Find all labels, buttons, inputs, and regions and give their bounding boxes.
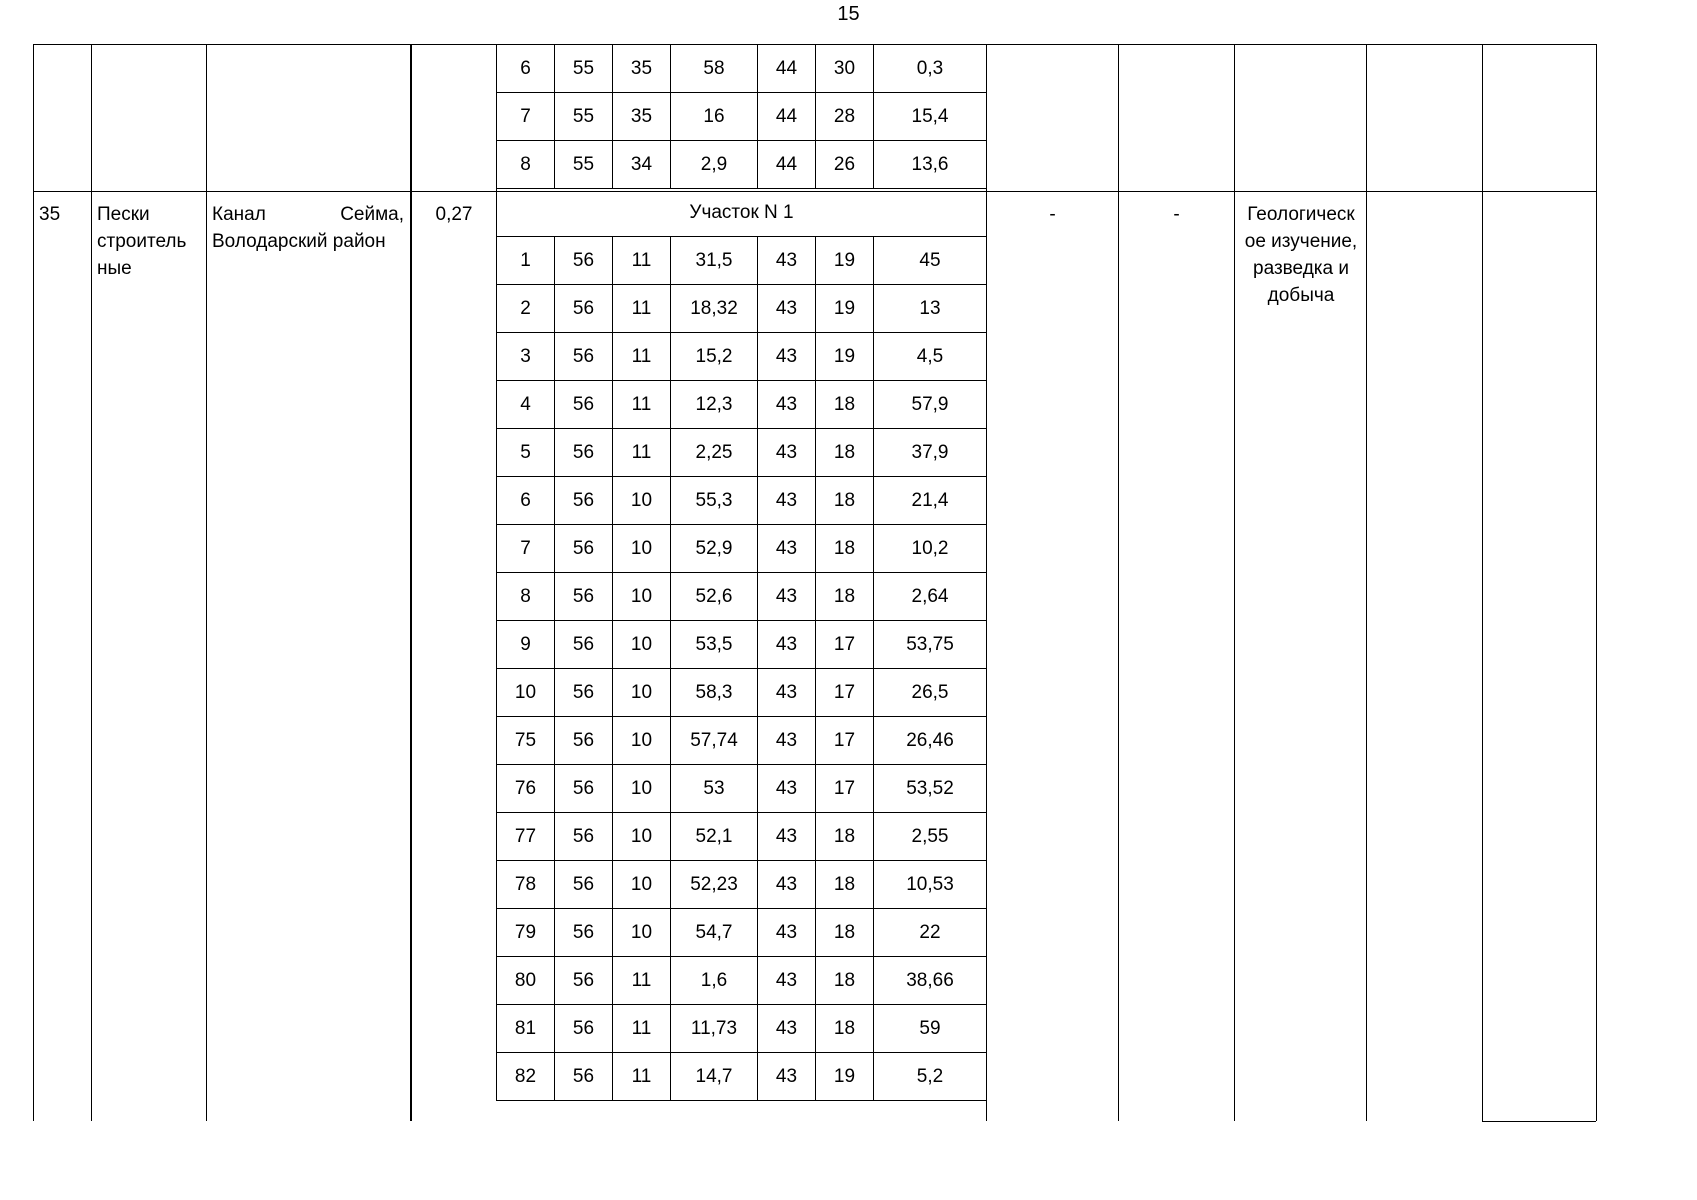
table-cell: 45 [874,237,987,285]
table-cell: 10 [613,621,671,669]
table-cell: 44 [758,45,816,93]
table-cell: 9 [497,621,555,669]
col-divider [33,44,34,1121]
table-cell: 56 [555,957,613,1005]
table-cell: 57,9 [874,381,987,429]
location-word-1: Канал [212,204,266,225]
table-cell: 11 [613,381,671,429]
table-cell: 75 [497,717,555,765]
table-cell: 43 [758,813,816,861]
table-cell: 26 [816,141,874,189]
table-cell: 11 [613,285,671,333]
table-row [497,93,987,141]
table-row [497,429,987,477]
table-cell: 2,25 [671,429,758,477]
table-cell: 10 [613,477,671,525]
area-value: 0,27 [435,204,473,225]
table-row [497,813,987,861]
table-cell: 43 [758,381,816,429]
table-cell: 77 [497,813,555,861]
table-cell: 18 [816,1005,874,1053]
table-cell: 56 [555,333,613,381]
table-cell: 53 [671,765,758,813]
table-cell: 2,55 [874,813,987,861]
table-cell: 10 [613,573,671,621]
table-cell: 30 [816,45,874,93]
table-cell: 56 [555,429,613,477]
table-cell: 8 [497,141,555,189]
table-cell: 43 [758,909,816,957]
col-a-value: - [1049,204,1056,225]
coordinates-table [496,44,987,1101]
table-cell: 18,32 [671,285,758,333]
col-divider [1234,44,1235,1121]
table-cell: 11 [613,333,671,381]
table-cell: 76 [497,765,555,813]
table-row [497,669,987,717]
table-cell: 81 [497,1005,555,1053]
table-cell: 18 [816,573,874,621]
table-cell: 58 [671,45,758,93]
table-cell: 34 [613,141,671,189]
table-cell: 5 [497,429,555,477]
table-cell: 10 [613,861,671,909]
table-cell: 56 [555,861,613,909]
table-row [497,381,987,429]
last-column-bottom [1482,1121,1596,1122]
table-cell: 18 [816,861,874,909]
table-row [497,1053,987,1101]
table-cell: 10 [613,717,671,765]
table-cell: 19 [816,333,874,381]
table-row [497,285,987,333]
table-row [497,717,987,765]
table-cell: 56 [555,237,613,285]
table-cell: 19 [816,1053,874,1101]
table-cell: 14,7 [671,1053,758,1101]
table-row [497,1005,987,1053]
table-cell: 15,2 [671,333,758,381]
table-cell: 3 [497,333,555,381]
col-divider [1482,44,1483,1121]
col-divider [1596,44,1597,1121]
table-cell: 56 [555,525,613,573]
table-cell: 43 [758,765,816,813]
table-cell: 56 [555,765,613,813]
col-b-value: - [1173,204,1180,225]
table-cell: 17 [816,765,874,813]
table-row [497,477,987,525]
table-row [497,621,987,669]
table-cell: 5,2 [874,1053,987,1101]
table-cell: 35 [613,45,671,93]
table-cell: 78 [497,861,555,909]
plot-title-row [497,189,987,237]
table-cell: 26,46 [874,717,987,765]
table-cell: 2 [497,285,555,333]
table-cell: 35 [613,93,671,141]
table-cell: 43 [758,237,816,285]
table-cell: 57,74 [671,717,758,765]
table-cell: 56 [555,909,613,957]
table-cell: 6 [497,477,555,525]
table-cell: 56 [555,669,613,717]
table-cell: 54,7 [671,909,758,957]
table-cell: 37,9 [874,429,987,477]
table-cell: 17 [816,669,874,717]
table-cell: 43 [758,957,816,1005]
location-word-2: Сейма, [340,204,404,225]
table-cell: 10 [613,765,671,813]
table-cell: 31,5 [671,237,758,285]
table-cell: 10,53 [874,861,987,909]
table-cell: 43 [758,621,816,669]
table-cell: 38,66 [874,957,987,1005]
table-cell: 44 [758,93,816,141]
table-cell: 6 [497,45,555,93]
table-cell: 10 [613,813,671,861]
table-cell: 55 [555,141,613,189]
table-cell: 11,73 [671,1005,758,1053]
table-cell: 11 [613,957,671,1005]
table-cell: 2,9 [671,141,758,189]
table-cell: 52,9 [671,525,758,573]
table-cell: 10 [497,669,555,717]
table-row [497,765,987,813]
table-cell: 43 [758,333,816,381]
table-cell: 19 [816,285,874,333]
table-cell: 53,75 [874,621,987,669]
table-row [497,333,987,381]
table-cell: 43 [758,525,816,573]
record-number: 35 [39,204,61,225]
table-cell: 10 [613,669,671,717]
table-row [497,573,987,621]
table-cell: 28 [816,93,874,141]
table-cell: 55 [555,93,613,141]
table-cell: 13 [874,285,987,333]
table-cell: 15,4 [874,93,987,141]
table-cell: 11 [613,237,671,285]
table-cell: 21,4 [874,477,987,525]
table-row [497,141,987,189]
table-cell: 10 [613,909,671,957]
table-cell: 1,6 [671,957,758,1005]
table-cell: 82 [497,1053,555,1101]
col-divider [91,44,92,1121]
table-cell: 18 [816,477,874,525]
table-cell: 4,5 [874,333,987,381]
table-cell: 13,6 [874,141,987,189]
table-cell: 18 [816,909,874,957]
location-district: Володарский район [212,231,386,252]
table-cell: 43 [758,1005,816,1053]
table-cell: 52,6 [671,573,758,621]
table-cell: 56 [555,813,613,861]
table-cell: 80 [497,957,555,1005]
table-cell: 79 [497,909,555,957]
page-number: 15 [837,3,860,25]
table-row [497,45,987,93]
table-cell: 11 [613,429,671,477]
table-cell: 8 [497,573,555,621]
table-cell: 56 [555,1005,613,1053]
table-row [497,861,987,909]
col-divider [1366,44,1367,1121]
table-cell: 18 [816,813,874,861]
table-cell: 12,3 [671,381,758,429]
table-row [497,525,987,573]
table-cell: 7 [497,525,555,573]
table-cell: 55,3 [671,477,758,525]
table-cell: 53,5 [671,621,758,669]
table-cell: 59 [874,1005,987,1053]
table-cell: 18 [816,525,874,573]
table-cell: 18 [816,429,874,477]
plot-title: Участок N 1 [497,189,987,237]
table-cell: 16 [671,93,758,141]
table-cell: 18 [816,381,874,429]
table-cell: 10,2 [874,525,987,573]
col-divider [206,44,207,1121]
table-cell: 56 [555,1053,613,1101]
table-cell: 17 [816,621,874,669]
location [212,201,404,255]
table-cell: 10 [613,525,671,573]
table-cell: 56 [555,717,613,765]
table-cell: 43 [758,669,816,717]
table-cell: 43 [758,429,816,477]
table-cell: 11 [613,1005,671,1053]
table-cell: 43 [758,285,816,333]
table-cell: 56 [555,381,613,429]
table-row [497,957,987,1005]
table-cell: 0,3 [874,45,987,93]
table-cell: 53,52 [874,765,987,813]
table-cell: 55 [555,45,613,93]
table-cell: 22 [874,909,987,957]
table-cell: 1 [497,237,555,285]
table-cell: 17 [816,717,874,765]
table-cell: 56 [555,285,613,333]
table-cell: 43 [758,717,816,765]
table-cell: 56 [555,621,613,669]
table-row [497,237,987,285]
usage-type: Геологическ ое изучение, разведка и добыча [1244,204,1358,306]
table-cell: 7 [497,93,555,141]
mineral-name: Пески строитель ные [97,204,187,279]
table-cell: 58,3 [671,669,758,717]
table-cell: 26,5 [874,669,987,717]
table-cell: 18 [816,957,874,1005]
table-cell: 44 [758,141,816,189]
table-cell: 52,23 [671,861,758,909]
table-cell: 43 [758,861,816,909]
table-cell: 2,64 [874,573,987,621]
table-cell: 52,1 [671,813,758,861]
table-cell: 43 [758,573,816,621]
table-row [497,909,987,957]
table-cell: 43 [758,1053,816,1101]
table-cell: 43 [758,477,816,525]
table-cell: 4 [497,381,555,429]
table-cell: 11 [613,1053,671,1101]
table-cell: 19 [816,237,874,285]
table-cell: 56 [555,573,613,621]
table-cell: 56 [555,477,613,525]
